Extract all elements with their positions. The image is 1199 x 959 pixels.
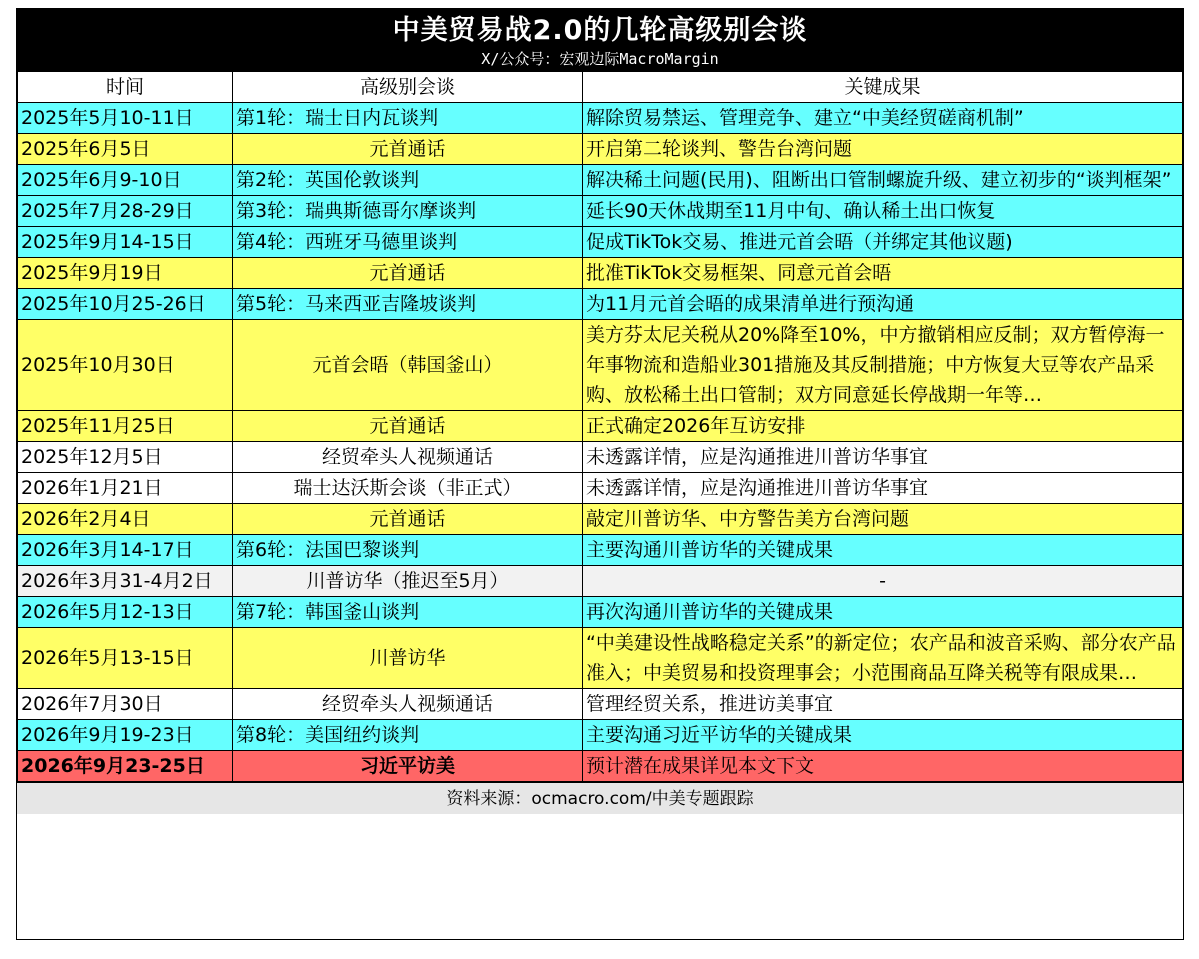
cell-result: 延长90天休战期至11月中旬、确认稀土出口恢复 [583, 196, 1183, 227]
cell-talk: 川普访华 [233, 628, 583, 689]
header-date: 时间 [18, 72, 233, 103]
cell-date: 2025年6月5日 [18, 134, 233, 165]
cell-talk: 第8轮：美国纽约谈判 [233, 720, 583, 751]
cell-result: 再次沟通川普访华的关键成果 [583, 597, 1183, 628]
cell-result: - [583, 566, 1183, 597]
cell-date: 2026年7月30日 [18, 689, 233, 720]
cell-talk: 第6轮：法国巴黎谈判 [233, 535, 583, 566]
cell-talk: 元首通话 [233, 411, 583, 442]
table-row [18, 320, 1183, 411]
table-row [18, 628, 1183, 689]
cell-date: 2025年9月19日 [18, 258, 233, 289]
cell-date: 2026年5月13-15日 [18, 628, 233, 689]
table-row [18, 504, 1183, 535]
cell-date: 2026年3月31-4月2日 [18, 566, 233, 597]
cell-result: 开启第二轮谈判、警告台湾问题 [583, 134, 1183, 165]
cell-result: 敲定川普访华、中方警告美方台湾问题 [583, 504, 1183, 535]
table-row [18, 103, 1183, 134]
table-row [18, 289, 1183, 320]
cell-talk: 元首通话 [233, 504, 583, 535]
cell-date: 2026年5月12-13日 [18, 597, 233, 628]
cell-talk: 元首通话 [233, 258, 583, 289]
cell-talk: 第1轮：瑞士日内瓦谈判 [233, 103, 583, 134]
cell-result: 美方芬太尼关税从20%降至10%，中方撤销相应反制；双方暂停海一年事物流和造船业301措施及其反制措施；中方恢复大豆等农产品采购、放松稀土出口管制；双方同意延长停战期一年等… [583, 320, 1183, 411]
cell-result: 解决稀土问题(民用)、阻断出口管制螺旋升级、建立初步的“谈判框架” [583, 165, 1183, 196]
cell-date: 2025年10月30日 [18, 320, 233, 411]
cell-talk: 第2轮：英国伦敦谈判 [233, 165, 583, 196]
cell-result: 未透露详情，应是沟通推进川普访华事宜 [583, 442, 1183, 473]
cell-date: 2026年3月14-17日 [18, 535, 233, 566]
table-row [18, 720, 1183, 751]
cell-result: 为11月元首会晤的成果清单进行预沟通 [583, 289, 1183, 320]
cell-date: 2025年12月5日 [18, 442, 233, 473]
cell-talk: 瑞士达沃斯会谈（非正式） [233, 473, 583, 504]
cell-date: 2025年5月10-11日 [18, 103, 233, 134]
cell-date: 2025年6月9-10日 [18, 165, 233, 196]
table-frame [16, 8, 1184, 940]
cell-date: 2025年7月28-29日 [18, 196, 233, 227]
cell-talk: 第4轮：西班牙马德里谈判 [233, 227, 583, 258]
table-row [18, 535, 1183, 566]
table-row [18, 566, 1183, 597]
cell-result: 未透露详情，应是沟通推进川普访华事宜 [583, 473, 1183, 504]
cell-date: 2026年1月21日 [18, 473, 233, 504]
table-row [18, 196, 1183, 227]
cell-result: 解除贸易禁运、管理竞争、建立“中美经贸磋商机制” [583, 103, 1183, 134]
table-row [18, 165, 1183, 196]
cell-result: 管理经贸关系，推进访美事宜 [583, 689, 1183, 720]
table-row [18, 473, 1183, 504]
page-title: 中美贸易战2.0的几轮高级别会谈 [392, 15, 808, 46]
table-row [18, 411, 1183, 442]
cell-talk: 第3轮：瑞典斯德哥尔摩谈判 [233, 196, 583, 227]
cell-result: 促成TikTok交易、推进元首会晤（并绑定其他议题) [583, 227, 1183, 258]
table-row [18, 751, 1183, 782]
cell-talk: 第5轮：马来西亚吉隆坡谈判 [233, 289, 583, 320]
table-row [18, 134, 1183, 165]
cell-talk: 经贸牵头人视频通话 [233, 442, 583, 473]
cell-result: 预计潜在成果详见本文下文 [583, 751, 1183, 782]
cell-talk: 元首会晤（韩国釜山） [233, 320, 583, 411]
cell-talk: 经贸牵头人视频通话 [233, 689, 583, 720]
table-row [18, 227, 1183, 258]
header-row [18, 72, 1183, 103]
cell-result: 批准TikTok交易框架、同意元首会晤 [583, 258, 1183, 289]
page-subtitle: X/公众号：宏观边际MacroMargin [481, 50, 719, 68]
cell-talk: 元首通话 [233, 134, 583, 165]
cell-talk: 习近平访美 [233, 751, 583, 782]
header-result: 关键成果 [583, 72, 1183, 103]
cell-result: 正式确定2026年互访安排 [583, 411, 1183, 442]
cell-result: “中美建设性战略稳定关系”的新定位；农产品和波音采购、部分农产品准入；中美贸易和投资理事会；小范围商品互降关税等有限成果… [583, 628, 1183, 689]
cell-talk: 川普访华（推迟至5月） [233, 566, 583, 597]
source-footer: 资料来源：ocmacro.com/中美专题跟踪 [17, 782, 1183, 814]
table-row [18, 258, 1183, 289]
cell-date: 2026年9月19-23日 [18, 720, 233, 751]
cell-date: 2026年2月4日 [18, 504, 233, 535]
cell-date: 2025年11月25日 [18, 411, 233, 442]
cell-date: 2025年9月14-15日 [18, 227, 233, 258]
cell-talk: 第7轮：韩国釜山谈判 [233, 597, 583, 628]
cell-result: 主要沟通川普访华的关键成果 [583, 535, 1183, 566]
header-talk: 高级别会谈 [233, 72, 583, 103]
table-row [18, 689, 1183, 720]
cell-date: 2026年9月23-25日 [18, 751, 233, 782]
cell-result: 主要沟通习近平访华的关键成果 [583, 720, 1183, 751]
table-row [18, 597, 1183, 628]
talks-table [17, 71, 1183, 782]
title-bar [17, 9, 1183, 71]
table-row [18, 442, 1183, 473]
cell-date: 2025年10月25-26日 [18, 289, 233, 320]
